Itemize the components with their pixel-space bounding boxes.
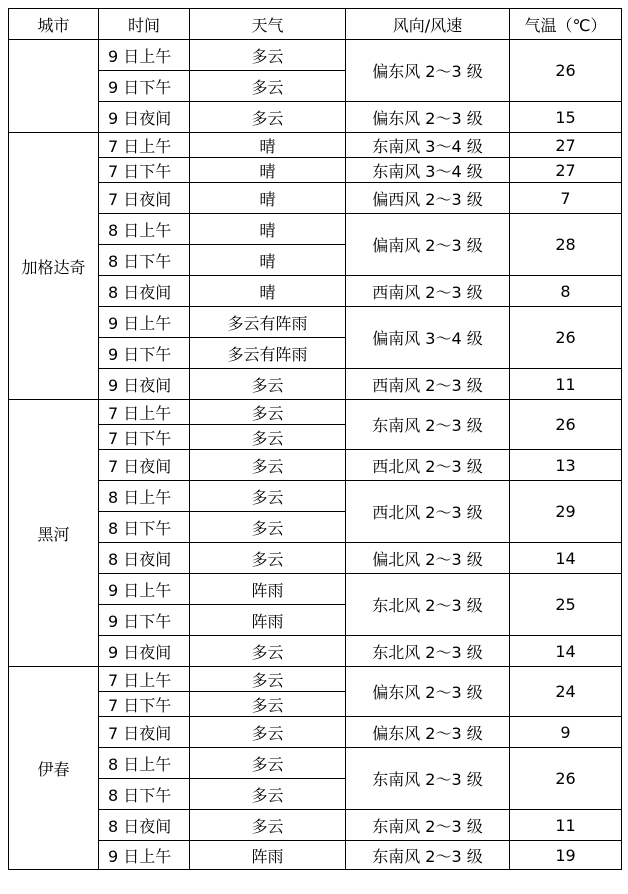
table-row — [9, 543, 622, 574]
wind-cell: 偏南风 2～3 级 — [346, 214, 510, 276]
temperature-cell: 14 — [510, 636, 622, 667]
weather-cell: 晴 — [190, 133, 346, 158]
table-row — [9, 667, 622, 692]
wind-cell: 西南风 2～3 级 — [346, 276, 510, 307]
forecast-body — [9, 40, 622, 870]
time-cell: 9 日上午 — [99, 40, 190, 71]
temperature-cell: 7 — [510, 183, 622, 214]
weather-cell: 晴 — [190, 276, 346, 307]
wind-cell: 偏东风 2～3 级 — [346, 717, 510, 748]
weather-cell: 多云有阵雨 — [190, 338, 346, 369]
weather-cell: 阵雨 — [190, 841, 346, 870]
table-row — [9, 400, 622, 425]
time-cell: 9 日夜间 — [99, 369, 190, 400]
table-row — [9, 810, 622, 841]
time-cell: 9 日下午 — [99, 605, 190, 636]
table-row — [9, 636, 622, 667]
weather-cell: 晴 — [190, 183, 346, 214]
weather-cell: 阵雨 — [190, 605, 346, 636]
time-cell: 9 日下午 — [99, 71, 190, 102]
wind-cell: 偏北风 2～3 级 — [346, 543, 510, 574]
time-cell: 7 日下午 — [99, 425, 190, 450]
time-cell: 7 日上午 — [99, 667, 190, 692]
temperature-cell: 11 — [510, 369, 622, 400]
time-cell: 8 日夜间 — [99, 276, 190, 307]
table-row — [9, 276, 622, 307]
weather-cell: 多云 — [190, 810, 346, 841]
weather-cell: 多云有阵雨 — [190, 307, 346, 338]
wind-cell: 东南风 2～3 级 — [346, 748, 510, 810]
time-cell: 9 日夜间 — [99, 102, 190, 133]
table-row — [9, 481, 622, 512]
header-wind: 风向/风速 — [346, 9, 510, 40]
weather-cell: 多云 — [190, 717, 346, 748]
table-row — [9, 717, 622, 748]
table-row — [9, 307, 622, 338]
temperature-cell: 15 — [510, 102, 622, 133]
weather-cell: 多云 — [190, 512, 346, 543]
header-temperature: 气温（℃） — [510, 9, 622, 40]
temperature-cell: 14 — [510, 543, 622, 574]
time-cell: 7 日上午 — [99, 400, 190, 425]
city-cell: 伊春 — [9, 667, 99, 870]
table-row — [9, 102, 622, 133]
time-cell: 8 日上午 — [99, 481, 190, 512]
wind-cell: 西北风 2～3 级 — [346, 450, 510, 481]
temperature-cell: 9 — [510, 717, 622, 748]
weather-cell: 多云 — [190, 40, 346, 71]
weather-cell: 阵雨 — [190, 574, 346, 605]
table-row — [9, 574, 622, 605]
weather-cell: 多云 — [190, 692, 346, 717]
weather-cell: 多云 — [190, 543, 346, 574]
table-row — [9, 450, 622, 481]
header-weather: 天气 — [190, 9, 346, 40]
weather-cell: 多云 — [190, 400, 346, 425]
temperature-cell: 27 — [510, 133, 622, 158]
temperature-cell: 29 — [510, 481, 622, 543]
temperature-cell: 8 — [510, 276, 622, 307]
table-row — [9, 40, 622, 71]
wind-cell: 东南风 2～3 级 — [346, 841, 510, 870]
wind-cell: 东南风 3～4 级 — [346, 158, 510, 183]
table-row — [9, 748, 622, 779]
temperature-cell: 27 — [510, 158, 622, 183]
weather-cell: 多云 — [190, 667, 346, 692]
table-row — [9, 183, 622, 214]
header-time: 时间 — [99, 9, 190, 40]
time-cell: 8 日上午 — [99, 214, 190, 245]
table-row — [9, 369, 622, 400]
wind-cell: 偏西风 2～3 级 — [346, 183, 510, 214]
weather-cell: 多云 — [190, 450, 346, 481]
city-cell — [9, 40, 99, 133]
table-row — [9, 214, 622, 245]
time-cell: 8 日下午 — [99, 512, 190, 543]
time-cell: 7 日夜间 — [99, 717, 190, 748]
time-cell: 7 日下午 — [99, 158, 190, 183]
time-cell: 7 日夜间 — [99, 183, 190, 214]
weather-cell: 晴 — [190, 158, 346, 183]
time-cell: 9 日夜间 — [99, 636, 190, 667]
weather-cell: 多云 — [190, 102, 346, 133]
table-row — [9, 133, 622, 158]
temperature-cell: 26 — [510, 40, 622, 102]
city-cell: 加格达奇 — [9, 133, 99, 400]
wind-cell: 东北风 2～3 级 — [346, 636, 510, 667]
time-cell: 9 日上午 — [99, 307, 190, 338]
time-cell: 7 日夜间 — [99, 450, 190, 481]
temperature-cell: 26 — [510, 400, 622, 450]
header-city: 城市 — [9, 9, 99, 40]
time-cell: 9 日下午 — [99, 338, 190, 369]
wind-cell: 西南风 2～3 级 — [346, 369, 510, 400]
wind-cell: 西北风 2～3 级 — [346, 481, 510, 543]
weather-cell: 多云 — [190, 748, 346, 779]
weather-cell: 晴 — [190, 214, 346, 245]
time-cell: 8 日夜间 — [99, 543, 190, 574]
weather-cell: 多云 — [190, 636, 346, 667]
weather-cell: 多云 — [190, 71, 346, 102]
header-row — [9, 9, 622, 40]
time-cell: 8 日夜间 — [99, 810, 190, 841]
weather-cell: 多云 — [190, 369, 346, 400]
wind-cell: 偏东风 2～3 级 — [346, 40, 510, 102]
temperature-cell: 19 — [510, 841, 622, 870]
table-row — [9, 158, 622, 183]
temperature-cell: 13 — [510, 450, 622, 481]
wind-cell: 东南风 2～3 级 — [346, 400, 510, 450]
wind-cell: 偏东风 2～3 级 — [346, 102, 510, 133]
wind-cell: 东南风 2～3 级 — [346, 810, 510, 841]
temperature-cell: 25 — [510, 574, 622, 636]
time-cell: 7 日上午 — [99, 133, 190, 158]
time-cell: 7 日下午 — [99, 692, 190, 717]
weather-cell: 晴 — [190, 245, 346, 276]
time-cell: 8 日上午 — [99, 748, 190, 779]
weather-cell: 多云 — [190, 481, 346, 512]
wind-cell: 东南风 3～4 级 — [346, 133, 510, 158]
weather-cell: 多云 — [190, 779, 346, 810]
temperature-cell: 28 — [510, 214, 622, 276]
city-cell: 黑河 — [9, 400, 99, 667]
wind-cell: 偏东风 2～3 级 — [346, 667, 510, 717]
weather-forecast-table — [8, 8, 622, 870]
temperature-cell: 11 — [510, 810, 622, 841]
wind-cell: 偏南风 3～4 级 — [346, 307, 510, 369]
table-row — [9, 841, 622, 870]
time-cell: 8 日下午 — [99, 245, 190, 276]
time-cell: 9 日上午 — [99, 574, 190, 605]
time-cell: 9 日上午 — [99, 841, 190, 870]
wind-cell: 东北风 2～3 级 — [346, 574, 510, 636]
temperature-cell: 24 — [510, 667, 622, 717]
weather-cell: 多云 — [190, 425, 346, 450]
temperature-cell: 26 — [510, 307, 622, 369]
temperature-cell: 26 — [510, 748, 622, 810]
time-cell: 8 日下午 — [99, 779, 190, 810]
